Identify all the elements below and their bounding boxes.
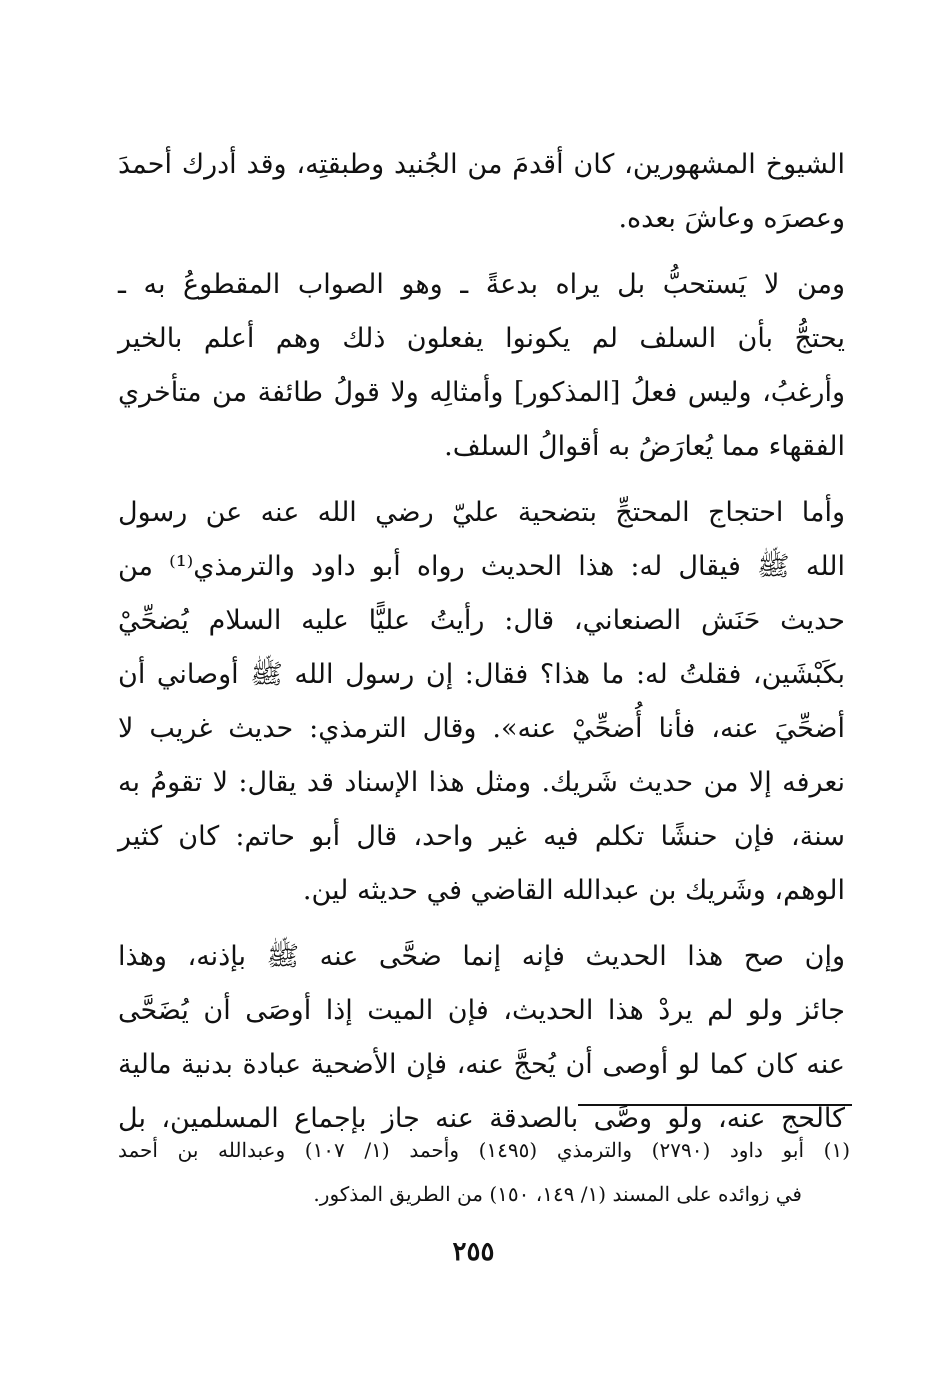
text-line: حديث حَنَش الصنعاني، قال: رأيتُ عليًّا عليه السلام يُضحِّيْ: [118, 605, 845, 636]
page-number: ٢٥٥: [452, 1237, 495, 1267]
text-line: وإن صح هذا الحديث فإنه إنما ضحَّى عنه ﷺ بإذنه، وهذا: [118, 941, 845, 972]
paragraph-3: [118, 486, 845, 918]
main-text: [118, 138, 845, 1146]
paragraph-gap: [118, 474, 845, 486]
text-line: سنة، فإن حنشًا تكلم فيه غير واحد، قال أبو حاتم: كان كثير: [118, 821, 845, 852]
paragraph-1: [118, 138, 845, 246]
text-line: نعرفه إلا من حديث شَريك. ومثل هذا الإسناد قد يقال: لا تقومُ به: [118, 767, 845, 798]
text-line: جائز ولو لم يردْ هذا الحديث، فإن الميت إذا أوصَى أن يُضَحَّى: [118, 995, 845, 1026]
paragraph-2: [118, 258, 845, 474]
footnote-divider: [578, 1104, 852, 1106]
text-line: بكَبْشَين، فقلتُ له: ما هذا؟ فقال: إن رسول الله ﷺ أوصاني أن: [118, 659, 845, 690]
footnote-line: في زوائده على المسند (١/ ١٤٩، ١٥٠) من الطريق المذكور.: [313, 1182, 802, 1206]
footnotes: [118, 1128, 850, 1216]
text-line: وأرغبُ، وليس فعلُ [المذكور] وأمثالِه ولا قولُ طائفة من متأخري: [118, 377, 845, 408]
text-line: وأما احتجاج المحتجِّ بتضحية عليّ رضي الله عنه عن رسول: [118, 497, 845, 528]
paragraph-gap: [118, 918, 845, 930]
text-line: ومن لا يَستحبُّ بل يراه بدعةً ـ وهو الصواب المقطوعُ به ـ: [118, 269, 845, 300]
text-line: يحتجُّ بأن السلف لم يكونوا يفعلون ذلك وهم أعلم بالخير: [118, 323, 845, 354]
text-line: أضحِّيَ عنه، فأنا أُضحِّيْ عنه». وقال الترمذي: حديث غريب لا: [118, 713, 845, 744]
paragraph-gap: [118, 246, 845, 258]
text-line: كالحج عنه، ولو وصَّى بالصدقة عنه جاز بإجماع المسلمين، بل: [118, 1103, 845, 1134]
text-line: الوهم، وشَريك بن عبدالله القاضي في حديثه لين.: [302, 875, 845, 906]
footnote-line: (١) أبو داود (٢٧٩٠) والترمذي (١٤٩٥) وأحمد (١/ ١٠٧) وعبدالله بن أحمد: [118, 1138, 850, 1162]
text-line: الفقهاء مما يُعارَضُ به أقوالُ السلف.: [444, 431, 845, 462]
text-line: عنه كان كما لو أوصى أن يُحجَّ عنه، فإن الأضحية عبادة بدنية مالية: [118, 1049, 845, 1080]
paragraph-4: [118, 930, 845, 1146]
text-line: الله ﷺ فيقال له: هذا الحديث رواه أبو داود والترمذي⁽¹⁾ من: [118, 551, 845, 582]
text-line: الشيوخ المشهورين، كان أقدمَ من الجُنيد وطبقتِه، وقد أدرك أحمدَ: [118, 149, 845, 180]
text-line: وعصرَه وعاشَ بعده.: [618, 203, 845, 234]
